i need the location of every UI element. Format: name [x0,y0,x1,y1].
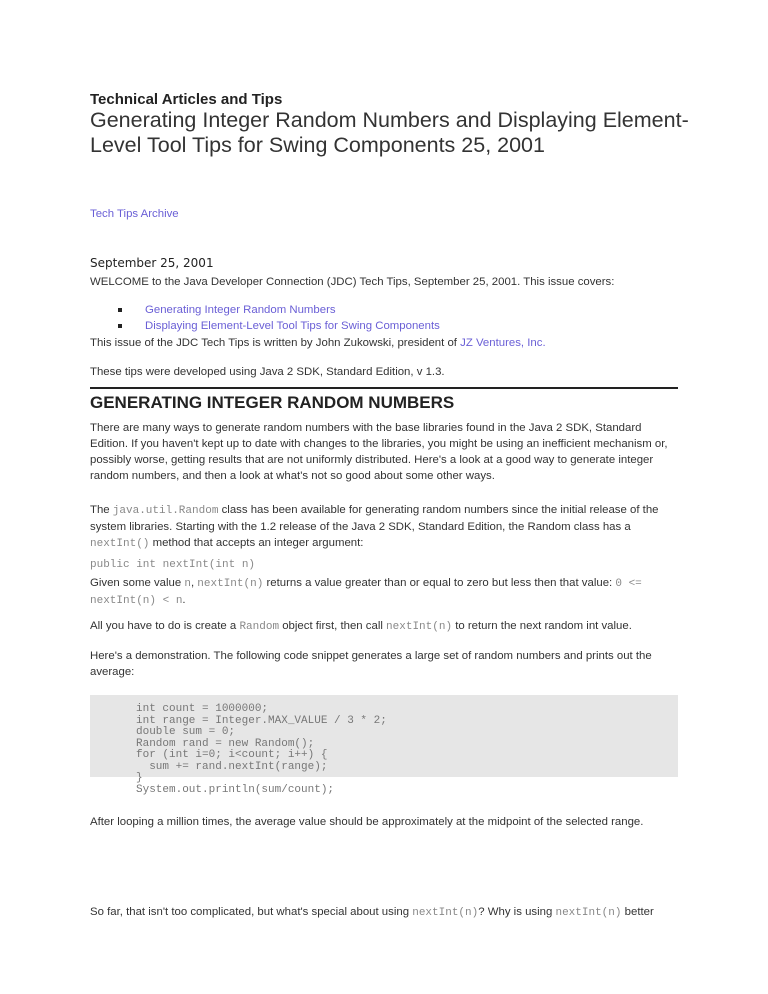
author-line [90,335,680,351]
intro-paragraph: There are many ways to generate random numbers with the base libraries found in the Java 2 SDK, Standard Edition. If you haven't kept up to date with changes to the libraries, you might be using an inefficient mechanism or, possibly worse, getting results that are not uniformly distributed. Here's a look at a good way to generate integer random numbers, and then a look at what's not so good about some other ways. [90,422,668,482]
tech-tips-archive-link[interactable]: Tech Tips Archive [90,208,179,220]
toc-list [90,302,680,334]
method-signature: public int nextInt(int n) [90,559,256,571]
welcome-text: WELCOME to the Java Developer Connection (JDC) Tech Tips, September 25, 2001. This issue covers: [90,276,615,288]
random-class-paragraph: The java.util.Random class has been available for generating random numbers since the initial release of the system libraries. Starting with the 1.2 release of the Java 2 SDK, Standard Edition, the Random class has a nextInt() method that accepts an integer argument: [90,504,659,550]
section-heading: GENERATING INTEGER RANDOM NUMBERS [90,393,455,412]
followup-paragraph: So far, that isn't too complicated, but what's special about using nextInt(n)? Why is using nextInt(n) better [90,906,654,919]
toc-link-random-numbers[interactable]: Generating Integer Random Numbers [145,304,336,316]
toc-link-tool-tips[interactable]: Displaying Element-Level Tool Tips for Swing Components [145,320,440,332]
page-title: Generating Integer Random Numbers and Displaying Element-Level Tool Tips for Swing Components 25, 2001 [90,108,689,157]
result-paragraph: After looping a million times, the average value should be approximately at the midpoint of the selected range. [90,816,644,828]
usage-paragraph: All you have to do is create a Random object first, then call nextInt(n) to return the next random int value. [90,620,632,633]
sdk-note: These tips were developed using Java 2 SDK, Standard Edition, v 1.3. [90,366,445,378]
code-snippet: int count = 1000000; int range = Integer.MAX_VALUE / 3 * 2; double sum = 0; Random rand = new Random(); for (int i=0; i<count; i++) { sum += rand.nextInt(range); } System.out.println(sum/count); [136,703,387,796]
author-text: This issue of the JDC Tech Tips is written by John Zukowski, president of [90,337,461,349]
divider [90,387,678,389]
nextint-description: Given some value n, nextInt(n) returns a value greater than or equal to zero but less then that value: 0 <= nextInt(n) < n. [90,577,642,607]
section-kicker: Technical Articles and Tips [90,91,283,108]
jz-ventures-link[interactable]: JZ Ventures, Inc. [460,337,546,349]
code-block [90,695,678,796]
list-item [90,318,680,334]
demo-paragraph: Here's a demonstration. The following code snippet generates a large set of random numbers and prints out the average: [90,650,652,678]
issue-date: September 25, 2001 [90,256,214,270]
list-item [90,302,680,318]
